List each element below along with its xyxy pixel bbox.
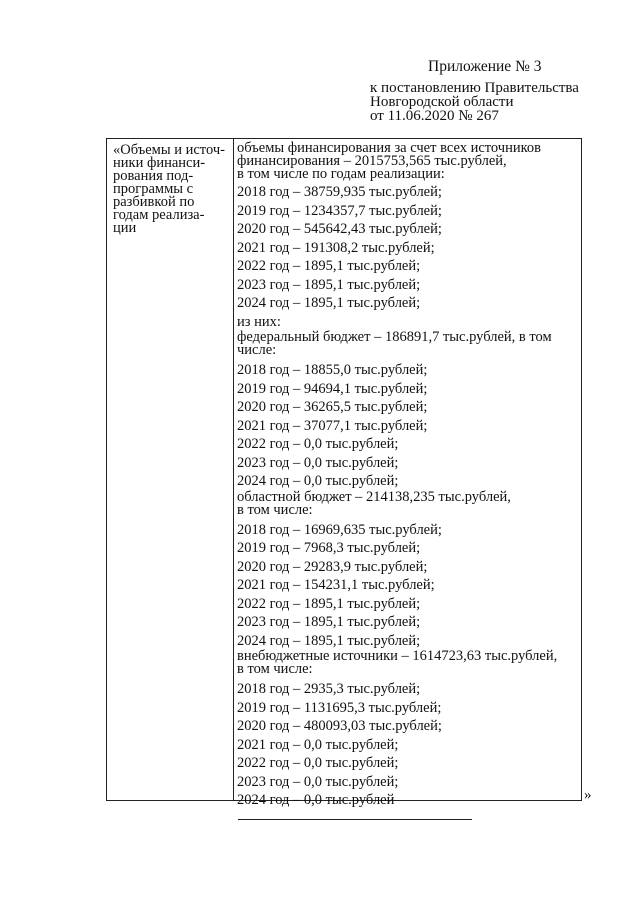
federal-budget-header bbox=[237, 331, 577, 361]
label-line: программы с bbox=[113, 181, 194, 197]
appendix-line-1: к постановлению Правительства bbox=[370, 80, 579, 96]
appendix-title: Приложение № 3 bbox=[428, 58, 542, 75]
funding-table bbox=[106, 138, 582, 808]
regional-header-line: областной бюджет – 214138,235 тыс.рублей, bbox=[237, 488, 511, 505]
extrabudgetary-header-line: внебюджетные источники – 1614723,63 тыс.рублей, bbox=[237, 648, 558, 664]
federal-year-row: 2023 год – 0,0 тыс.рублей; bbox=[237, 454, 399, 471]
total-year-row: 2022 год – 1895,1 тыс.рублей; bbox=[237, 258, 421, 274]
label-line: ники финанси- bbox=[113, 155, 206, 171]
federal-year-row: 2024 год – 0,0 тыс.рублей; bbox=[237, 473, 399, 489]
appendix-line-2: Новгородской области bbox=[370, 94, 514, 110]
federal-year-row: 2022 год – 0,0 тыс.рублей; bbox=[237, 436, 399, 452]
label-line: ции bbox=[113, 220, 137, 236]
funding-intro bbox=[237, 142, 577, 183]
federal-header-line: числе: bbox=[237, 342, 277, 358]
closing-quote: » bbox=[584, 787, 592, 803]
regional-year-row: 2021 год – 154231,1 тыс.рублей; bbox=[237, 577, 435, 593]
extrabudgetary-header bbox=[237, 650, 577, 680]
regional-year-row: 2019 год – 7968,3 тыс.рублей; bbox=[237, 540, 421, 556]
federal-year-row: 2020 год – 36265,5 тыс.рублей; bbox=[237, 399, 428, 415]
intro-line: финансирования – 2015753,565 тыс.рублей, bbox=[237, 153, 507, 169]
appendix-line-3: от 11.06.2020 № 267 bbox=[370, 108, 499, 124]
extrabudgetary-header-line: в том числе: bbox=[237, 661, 313, 677]
extrabudgetary-year-row: 2022 год – 0,0 тыс.рублей; bbox=[237, 755, 399, 771]
federal-header-line: федеральный бюджет – 186891,7 тыс.рублей, в том bbox=[237, 329, 552, 345]
total-year-row: 2019 год – 1234357,7 тыс.рублей; bbox=[237, 202, 442, 219]
intro-line: в том числе по годам реализации: bbox=[237, 166, 445, 182]
column-divider bbox=[233, 139, 234, 800]
federal-year-row: 2018 год – 18855,0 тыс.рублей; bbox=[237, 362, 428, 378]
total-year-row: 2023 год – 1895,1 тыс.рублей; bbox=[237, 276, 421, 293]
regional-header-line: в том числе: bbox=[237, 501, 313, 518]
total-year-row: 2024 год – 1895,1 тыс.рублей; bbox=[237, 295, 421, 311]
total-year-row: 2021 год – 191308,2 тыс.рублей; bbox=[237, 239, 435, 256]
label-line: годам реализа- bbox=[113, 207, 205, 223]
appendix-block bbox=[370, 60, 610, 123]
regional-budget-header bbox=[237, 488, 577, 521]
regional-year-row: 2018 год – 16969,635 тыс.рублей; bbox=[237, 521, 442, 538]
federal-year-row: 2019 год – 94694,1 тыс.рублей; bbox=[237, 380, 428, 397]
extrabudgetary-year-row: 2023 год – 0,0 тыс.рублей; bbox=[237, 773, 399, 790]
of-them-label: из них: bbox=[237, 313, 281, 330]
total-year-row: 2020 год – 545642,43 тыс.рублей; bbox=[237, 221, 442, 237]
intro-line: объемы финансирования за счет всех источников bbox=[237, 140, 542, 156]
extrabudgetary-year-row: 2021 год – 0,0 тыс.рублей; bbox=[237, 736, 399, 753]
total-year-row: 2018 год – 38759,935 тыс.рублей; bbox=[237, 184, 442, 200]
label-line: рования под- bbox=[113, 168, 194, 184]
regional-year-row: 2022 год – 1895,1 тыс.рублей; bbox=[237, 595, 421, 612]
federal-year-row: 2021 год – 37077,1 тыс.рублей; bbox=[237, 417, 428, 434]
label-line: разбивкой по bbox=[113, 194, 195, 210]
extrabudgetary-year-row: 2024 год – 0,0 тыс.рублей bbox=[237, 792, 395, 808]
regional-year-row: 2020 год – 29283,9 тыс.рублей; bbox=[237, 558, 428, 575]
extrabudgetary-year-row: 2019 год – 1131695,3 тыс.рублей; bbox=[237, 699, 442, 716]
subprogram-label-cell bbox=[113, 144, 229, 235]
extrabudgetary-year-row: 2020 год – 480093,03 тыс.рублей; bbox=[237, 718, 442, 734]
label-line: «Объемы и источ- bbox=[113, 142, 225, 158]
bottom-rule bbox=[238, 819, 472, 820]
funding-details-cell bbox=[237, 142, 577, 810]
extrabudgetary-year-row: 2018 год – 2935,3 тыс.рублей; bbox=[237, 681, 421, 697]
regional-year-row: 2023 год – 1895,1 тыс.рублей; bbox=[237, 614, 421, 630]
regional-year-row: 2024 год – 1895,1 тыс.рублей; bbox=[237, 632, 421, 649]
